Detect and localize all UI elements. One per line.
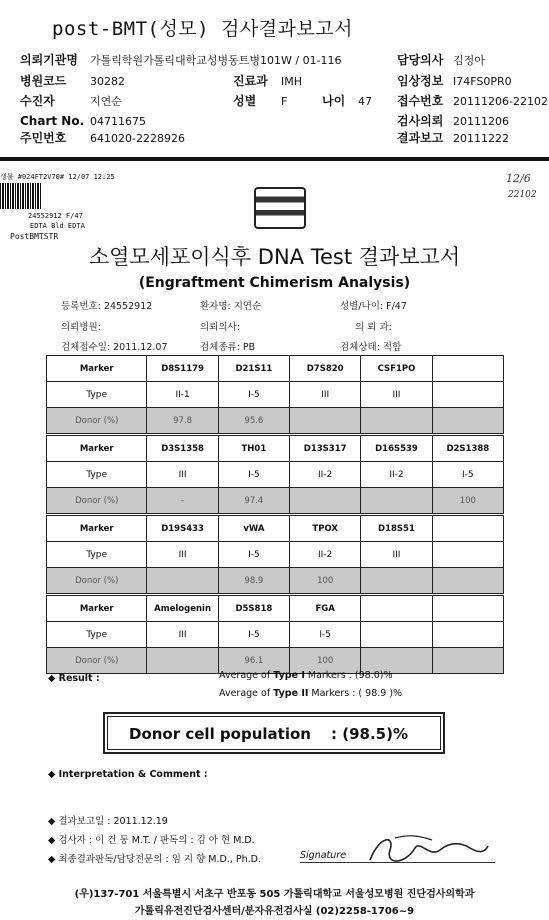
donor-cell: 95.6 <box>218 408 289 434</box>
donor-row-label: Donor (%) <box>47 568 147 594</box>
specimen-type: 검체종류: PB <box>200 342 256 353</box>
specimen-status: 검체상태: 적합 <box>340 342 402 353</box>
marker-cell: D21S11 <box>218 356 289 382</box>
type-cell: III <box>147 622 218 648</box>
header-row-hospital-code: 병원코드 30282 진료과 IMH 임상정보 I74FS0PR0 <box>20 74 512 88</box>
marker-cell: Amelogenin <box>147 596 218 622</box>
donor-cell <box>432 568 503 594</box>
donor-cell: 98.9 <box>218 568 289 594</box>
type-cell: I-5 <box>218 382 289 408</box>
type-cell: I-5 <box>218 542 289 568</box>
type-row <box>47 462 504 488</box>
sticker-id: 24552912 F/47 <box>28 212 83 220</box>
hospital-logo <box>254 187 306 229</box>
donor-cell <box>290 488 361 514</box>
donor-cell <box>147 648 218 674</box>
donor-row <box>47 408 504 434</box>
marker-cell: D3S1358 <box>147 436 218 462</box>
handwritten-date: 12/6 <box>506 172 531 185</box>
marker-cell: FGA <box>290 596 361 622</box>
marker-cell: D18S51 <box>361 516 432 542</box>
marker-cell: CSF1PO <box>361 356 432 382</box>
marker-row <box>47 596 504 622</box>
marker-cell: vWA <box>218 516 289 542</box>
type-row-label: Type <box>47 542 147 568</box>
type-cell: II-2 <box>290 462 361 488</box>
signature-scribble <box>360 830 490 866</box>
received-date: 검체접수일: 2011.12.07 <box>61 342 168 353</box>
donor-cell: 96.1 <box>218 648 289 674</box>
donor-row-label: Donor (%) <box>47 408 147 434</box>
type-row <box>47 382 504 408</box>
donor-cell: 97.8 <box>147 408 218 434</box>
report-header <box>0 0 549 158</box>
donor-row <box>47 488 504 514</box>
type-cell: I-5 <box>290 622 361 648</box>
marker-cell: D2S1388 <box>432 436 503 462</box>
report-date: ◆ 결과보고일 : 2011.12.19 <box>48 816 168 827</box>
donor-row <box>47 568 504 594</box>
header-row-chart: Chart No. 04711675 검사의뢰 20111206 <box>20 114 509 128</box>
marker-cell: D16S539 <box>361 436 432 462</box>
type-row <box>47 622 504 648</box>
sex-age: 성별/나이: F/47 <box>340 301 407 312</box>
donor-row-label: Donor (%) <box>47 648 147 674</box>
marker-row <box>47 356 504 382</box>
footer-contact: 가톨릭유전진단검사센터/분자유전검사실 (02)2258-1706~9 <box>134 906 415 917</box>
type-cell: I-5 <box>218 462 289 488</box>
type-cell: II-2 <box>361 462 432 488</box>
type-row-label: Type <box>47 462 147 488</box>
document-subtitle: (Engraftment Chimerism Analysis) <box>138 275 411 291</box>
type-cell: III <box>147 462 218 488</box>
marker-cell: D7S820 <box>290 356 361 382</box>
separator-rule <box>0 157 549 161</box>
interpretation-label: ◆ Interpretation & Comment : <box>48 769 208 780</box>
barcode <box>0 183 42 209</box>
sticker-tubes: EDTA Bld EDTA <box>30 222 85 230</box>
type-i-average: Average of Type I Markers : (98.0)% <box>219 670 393 681</box>
type-cell: III <box>361 382 432 408</box>
sticker-test: PostBMTSTR <box>10 232 59 241</box>
donor-cell <box>361 488 432 514</box>
referring-doctor: 의뢰의사: <box>200 322 240 333</box>
type-cell: III <box>361 542 432 568</box>
chimerism-table <box>46 355 504 674</box>
marker-row-label: Marker <box>47 436 147 462</box>
type-cell: III <box>147 542 218 568</box>
donor-cell <box>147 568 218 594</box>
type-cell <box>432 622 503 648</box>
result-label: ◆ Result : <box>48 673 100 684</box>
marker-cell: D13S317 <box>290 436 361 462</box>
donor-cell: 100 <box>290 648 361 674</box>
donor-cell <box>361 568 432 594</box>
marker-cell: D5S818 <box>218 596 289 622</box>
marker-row-label: Marker <box>47 356 147 382</box>
donor-cell: - <box>147 488 218 514</box>
donor-cell <box>432 408 503 434</box>
marker-cell: D19S433 <box>147 516 218 542</box>
type-cell <box>432 382 503 408</box>
marker-cell: TH01 <box>218 436 289 462</box>
marker-cell: TPOX <box>290 516 361 542</box>
type-cell <box>432 542 503 568</box>
header-row-resident-no: 주민번호 641020-2228926 결과보고 20111222 <box>20 131 509 145</box>
donor-cell <box>361 408 432 434</box>
marker-row-label: Marker <box>47 516 147 542</box>
patient-name: 환자명: 지연순 <box>200 301 262 312</box>
type-row <box>47 542 504 568</box>
marker-row <box>47 436 504 462</box>
type-cell: II-1 <box>147 382 218 408</box>
type-cell: III <box>290 382 361 408</box>
referring-dept: 의 뢰 과: <box>355 322 392 333</box>
marker-cell <box>361 596 432 622</box>
donor-cell-population-box <box>103 712 445 754</box>
type-cell: I-5 <box>432 462 503 488</box>
donor-cell-value: : (98.5)% <box>331 725 408 743</box>
reg-number: 등록번호: 24552912 <box>61 301 153 312</box>
marker-row <box>47 516 504 542</box>
marker-cell <box>432 596 503 622</box>
specimen-sticker: 생물 #024FT2V70# 12/07 12:25 <box>0 173 115 181</box>
marker-row-label: Marker <box>47 596 147 622</box>
donor-cell: 100 <box>432 488 503 514</box>
donor-cell: 97.4 <box>218 488 289 514</box>
referring-hospital: 의뢰병원: <box>61 322 101 333</box>
type-cell: II-2 <box>290 542 361 568</box>
donor-cell <box>432 648 503 674</box>
header-row-patient: 수진자 지연순 성별 F 나이 47 접수번호 20111206-22102 <box>20 94 548 108</box>
report-title: post-BMT(성모) 검사결과보고서 <box>52 18 354 40</box>
donor-cell <box>290 408 361 434</box>
document-title: 소열모세포이식후 DNA Test 결과보고서 <box>88 245 461 269</box>
type-row-label: Type <box>47 382 147 408</box>
type-cell: I-5 <box>218 622 289 648</box>
donor-cell: 100 <box>290 568 361 594</box>
signature-label: Signature <box>300 850 347 861</box>
final-reviewer: ◆ 최종결과판독/담당전문의 : 임 지 향 M.D., Ph.D. <box>48 854 262 865</box>
type-row-label: Type <box>47 622 147 648</box>
header-row-institution: 의뢰기관명 가톨릭학원가톨릭대학교성병동트병101W / 01-116 담당의사 김정아 <box>20 53 485 67</box>
marker-cell: D8S1179 <box>147 356 218 382</box>
type-cell <box>361 622 432 648</box>
marker-cell <box>432 356 503 382</box>
donor-cell-label: Donor cell population <box>129 725 311 743</box>
tester-info: ◆ 검사자 : 이 건 동 M.T. / 판독의 : 김 아 현 M.D. <box>48 835 255 846</box>
donor-row-label: Donor (%) <box>47 488 147 514</box>
handwritten-number: 22102 <box>508 190 537 200</box>
footer-address: (우)137-701 서울특별시 서초구 반포동 505 가톨릭대학교 서울성모병원 진단검사의학과 <box>74 889 475 900</box>
marker-cell <box>432 516 503 542</box>
type-ii-average: Average of Type II Markers : ( 98.9 )% <box>219 688 403 699</box>
